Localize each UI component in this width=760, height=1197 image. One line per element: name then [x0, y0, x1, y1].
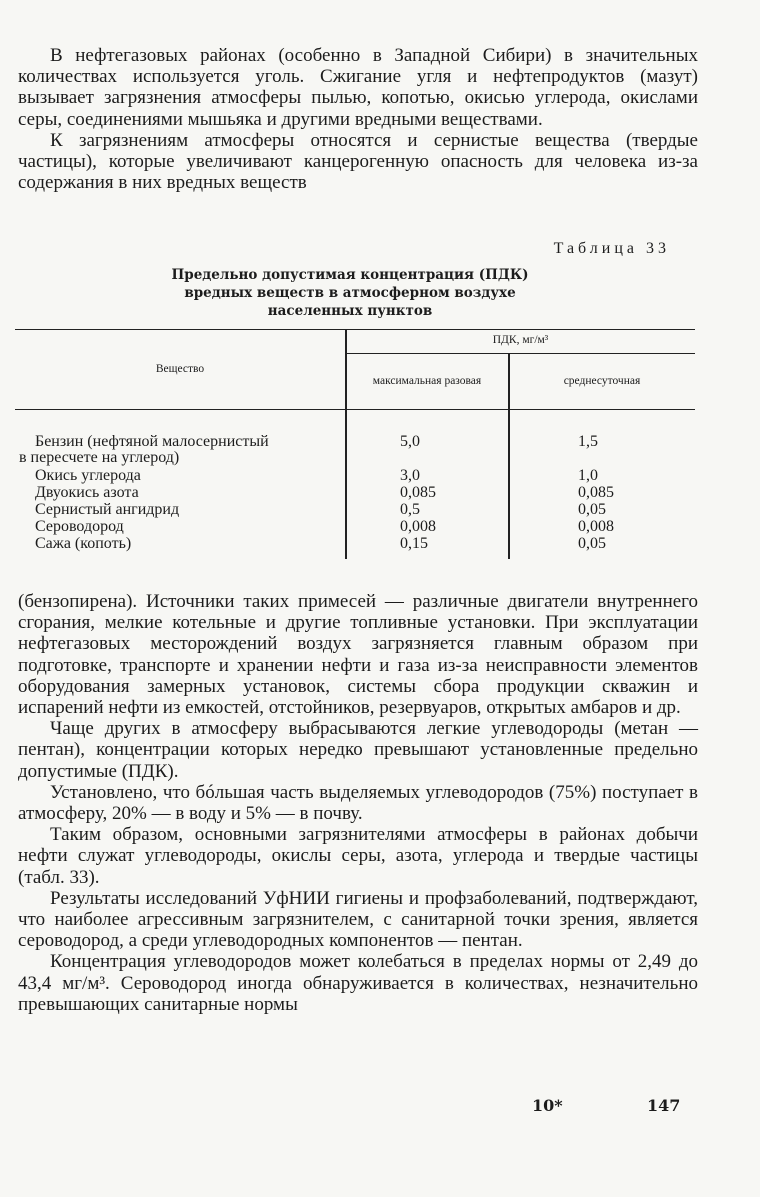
paragraph: Концентрация углеводородов может колебаться в пределах нормы от 2,49 до 43,4 мг/м³. Сероводород иногда обнаруживается в количествах, незначительно превышающих санитарные нормы: [18, 951, 698, 1015]
paragraph: Чаще других в атмосферу выбрасываются легкие углеводороды (метан — пентан), концентрации которых нередко превышают установленные предельно допустимые (ПДК).: [18, 718, 698, 782]
header-pdk: ПДК, мг/м³: [492, 334, 549, 346]
substance-name: Окись углерода: [35, 467, 141, 484]
substance-name: Бензин (нефтяной малосернистый: [35, 433, 269, 450]
table-title-line: вредных веществ в атмосферном воздухе: [184, 285, 516, 301]
pdk-header-rule: [345, 353, 695, 354]
daily-average-value: 1,0: [578, 467, 598, 484]
table-title: [100, 266, 600, 320]
paragraph: К загрязнениям атмосферы относятся и сернистые вещества (твердые частицы), которые увеличивают канцерогенную опасность для человека из-за содержания в них вредных веществ: [18, 129, 698, 194]
signature-mark: 10*: [532, 1096, 563, 1115]
bottom-text-block: [18, 591, 698, 1015]
daily-average-value: 0,085: [578, 484, 614, 501]
table-title-line: населенных пунктов: [267, 303, 433, 319]
table-title-line: Предельно допустимая концентрация (ПДК): [171, 267, 529, 283]
substance-name: Двуокись азота: [35, 484, 139, 501]
page-number: 147: [647, 1096, 681, 1115]
max-single-value: 0,15: [400, 535, 428, 552]
max-single-value: 0,085: [400, 484, 436, 501]
max-single-value: 0,008: [400, 518, 436, 535]
paragraph: В нефтегазовых районах (особенно в Западной Сибири) в значительных количествах используется уголь. Сжигание угля и нефтепродуктов (мазут) вызывает загрязнения атмосферы пылью, копотью, окисью углерода, окислами серы, соединениями мышьяка и другими вредными веществами.: [18, 45, 698, 130]
header-daily-average: среднесуточная: [563, 375, 641, 387]
substance-name-continued: в пересчете на углерод): [19, 449, 180, 466]
header-substance: Вещество: [155, 363, 205, 375]
max-single-value: 5,0: [400, 433, 420, 450]
substance-name: Сероводород: [35, 518, 124, 535]
max-single-value: 0,5: [400, 501, 420, 518]
table-number-label: Таблица 33: [553, 240, 670, 257]
daily-average-value: 0,05: [578, 535, 606, 552]
header-bottom-rule: [15, 409, 695, 410]
pdk-table: [15, 329, 695, 559]
daily-average-value: 1,5: [578, 433, 598, 450]
substance-name: Сернистый ангидрид: [35, 501, 180, 518]
top-text-block: [18, 45, 698, 193]
paragraph: Результаты исследований УфНИИ гигиены и профзаболеваний, подтверждают, что наиболее агрессивным загрязнителем, с санитарной точки зрения, является сероводород, а среди углеводородных компонентов — пентан.: [18, 887, 698, 952]
paragraph: Установлено, что бóльшая часть выделяемых углеводородов (75%) поступает в атмосферу, 20% — в воду и 5% — в почву.: [18, 781, 698, 825]
substance-name: Сажа (копоть): [35, 535, 132, 552]
max-single-value: 3,0: [400, 467, 420, 484]
paragraph: Таким образом, основными загрязнителями атмосферы в районах добычи нефти служат углеводороды, окислы серы, азота, углерода и твердые частицы (табл. 33).: [18, 824, 698, 888]
table-top-rule: [15, 329, 695, 330]
daily-average-value: 0,008: [578, 518, 614, 535]
header-max-single: максимальная разовая: [372, 375, 482, 387]
paragraph: (бензопирена). Источники таких примесей — различные двигатели внутреннего сгорания, мелкие котельные и другие топливные установки. При эксплуатации нефтегазовых месторождений воздух загрязняется главным образом при подготовке, транспорте и хранении нефти и газа из-за неисправности элементов оборудования замерных установок, системы сбора продукции скважин и испарений нефти из емкостей, отстойников, резервуаров, открытых амбаров и др.: [18, 591, 698, 719]
daily-average-value: 0,05: [578, 501, 606, 518]
